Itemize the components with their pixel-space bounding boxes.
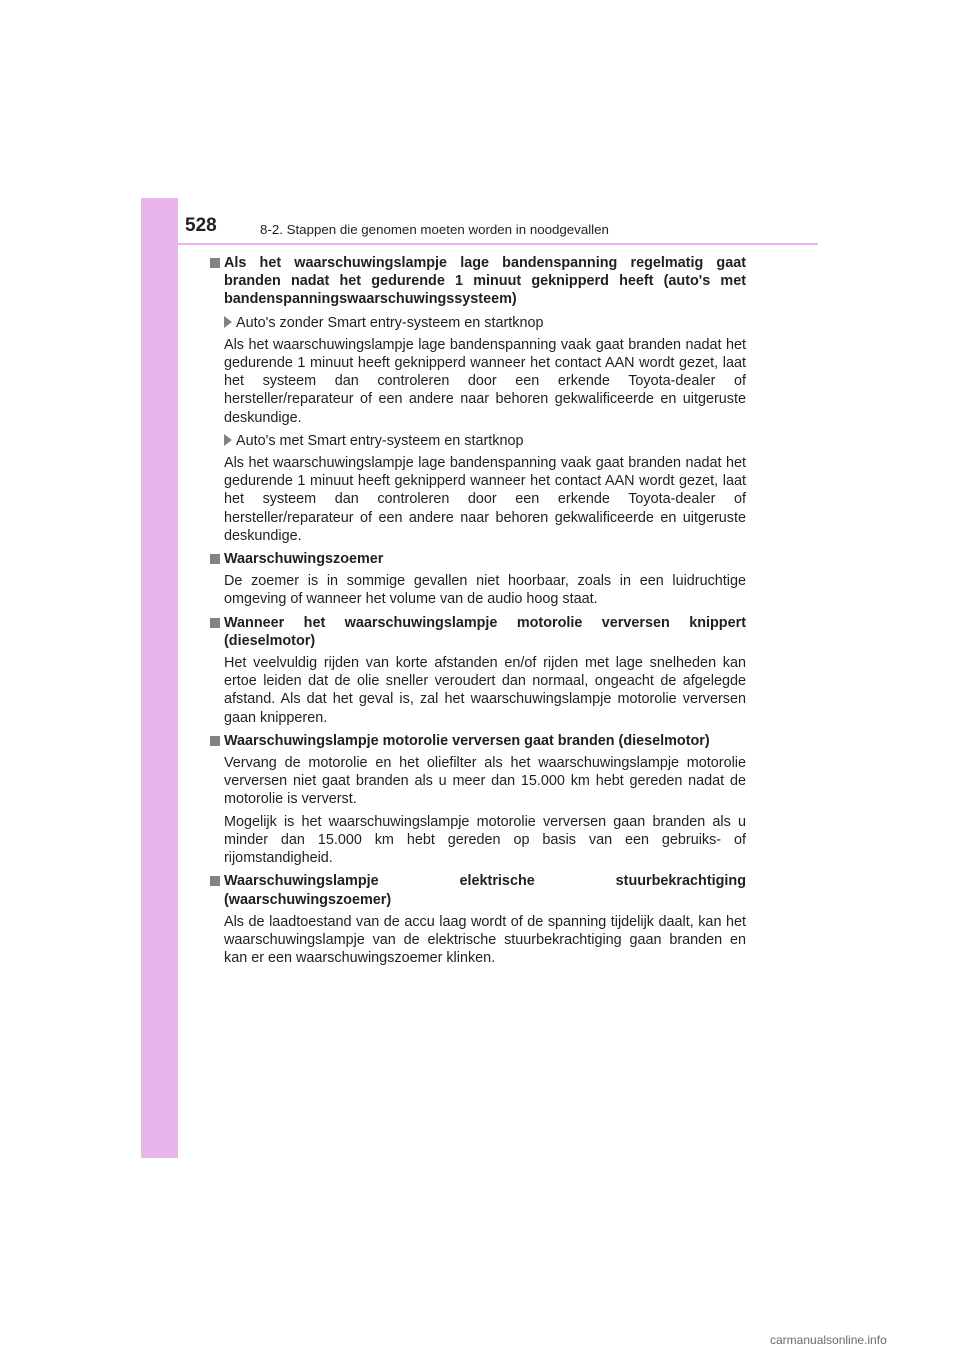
page-number: 528 [185,215,217,236]
square-bullet-icon [210,554,220,564]
subheading-text: Auto's zonder Smart entry-systeem en startknop [236,314,544,331]
subheading-text: Auto's met Smart entry-systeem en startknop [236,432,524,449]
section-oil-blinking [210,614,746,727]
section-tire-pressure [210,254,746,545]
page-content [210,254,746,967]
paragraph: Als de laadtoestand van de accu laag wordt of de spanning tijdelijk daalt, kan het waarschuwingslampje van de elektrische stuurbekrachtiging gaan branden en kan er een waarschuwingszoemer klinken. [224,913,746,967]
subheading [210,432,746,450]
square-bullet-icon [210,876,220,886]
section-title [210,872,746,908]
section-title-text: Wanneer het waarschuwingslampje motorolie verversen knippert (dieselmotor) [224,614,746,649]
section-title [210,254,746,309]
section-title-text: Waarschuwingslampje motorolie verversen gaat branden (dieselmotor) [224,732,710,749]
chapter-sidebar-tab [141,198,178,1158]
paragraph: Als het waarschuwingslampje lage bandenspanning vaak gaat branden nadat het gedurende 1 minuut heeft geknipperd wanneer het contact AAN wordt gezet, laat het systeem dan controleren door een erkende Toyota-dealer of hersteller/reparateur of een andere naar behoren gekwalificeerde en uitgeruste deskundige. [224,336,746,426]
arrow-right-icon [224,434,232,446]
section-power-steering [210,872,746,967]
page-header [178,214,818,244]
arrow-right-icon [224,316,232,328]
header-rule [141,243,818,245]
section-title-text: Als het waarschuwingslampje lage bandenspanning regelmatig gaat branden nadat het gedurende 1 minuut geknipperd heeft (auto's met bandenspanningswaarschuwingssysteem) [224,255,746,308]
section-warning-buzzer [210,550,746,609]
section-title-text: Waarschuwingszoemer [224,551,384,568]
section-title [210,550,746,568]
paragraph: De zoemer is in sommige gevallen niet hoorbaar, zoals in een luidruchtige omgeving of wanneer het volume van de audio hoog staat. [224,573,746,608]
chapter-title: 8-2. Stappen die genomen moeten worden in noodgevallen [260,222,609,237]
section-title [210,732,746,750]
paragraph: Vervang de motorolie en het oliefilter als het waarschuwingslampje motorolie verversen niet gaat branden als u meer dan 15.000 km hebt gereden nadat de motorolie is ververst. [224,755,746,808]
watermark-logo: carmanualsonline.info [770,1333,887,1347]
section-oil-on [210,732,746,867]
square-bullet-icon [210,258,220,268]
square-bullet-icon [210,736,220,746]
paragraph: Mogelijk is het waarschuwingslampje motorolie verversen gaan branden als u minder dan 15.000 km hebt gereden op basis van een gebruiks- of rijomstandigheid. [224,813,746,867]
section-title [210,614,746,650]
section-title-text: Waarschuwingslampje elektrische stuurbekrachtiging (waarschuwingszoemer) [224,873,746,908]
subheading [210,314,746,332]
paragraph: Het veelvuldig rijden van korte afstanden en/of rijden met lage snelheden kan ertoe leiden dat de olie sneller veroudert dan normaal, ongeacht de afgelegde afstand. Als dat het geval is, zal het waarschuwingslampje motorolie verversen gaan knipperen. [224,655,746,726]
paragraph: Als het waarschuwingslampje lage bandenspanning vaak gaat branden nadat het gedurende 1 minuut heeft geknipperd wanneer het contact AAN wordt gezet, laat het systeem dan controleren door een erkende Toyota-dealer of hersteller/reparateur of een andere naar behoren gekwalificeerde en uitgeruste deskundige. [224,455,746,544]
square-bullet-icon [210,618,220,628]
